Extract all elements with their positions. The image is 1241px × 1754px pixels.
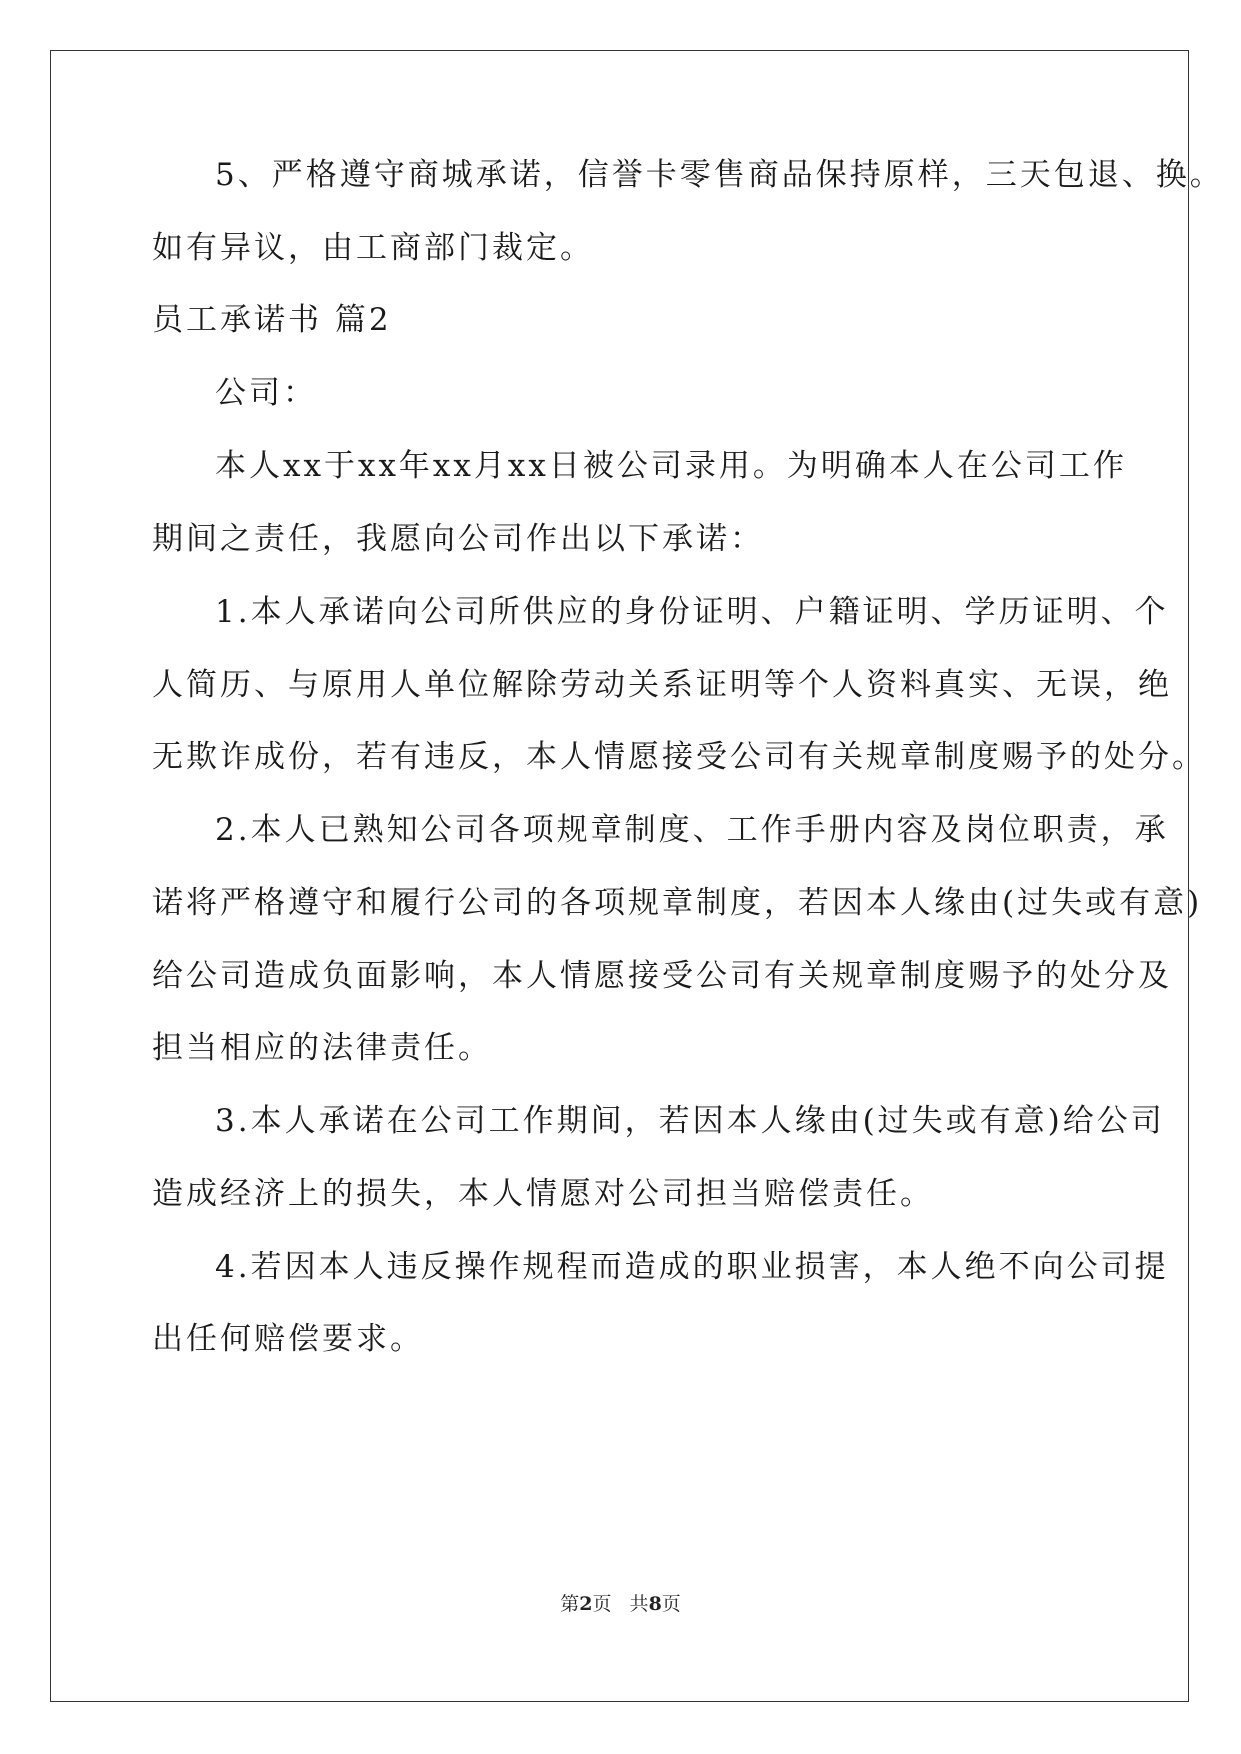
paragraph-line: 1.本人承诺向公司所供应的身份证明、户籍证明、学历证明、个 — [215, 594, 1169, 630]
page-footer — [0, 1592, 1241, 1616]
paragraph-line: 5、严格遵守商城承诺，信誉卡零售商品保持原样，三天包退、换。 — [215, 157, 1224, 193]
footer-prefix: 第 — [560, 1593, 580, 1615]
paragraph-line: 给公司造成负面影响，本人情愿接受公司有关规章制度赐予的处分及 — [152, 958, 1172, 994]
paragraph-line: 本人xx于xx年xx月xx日被公司录用。为明确本人在公司工作 — [215, 448, 1127, 484]
paragraph-line: 担当相应的法律责任。 — [152, 1030, 492, 1066]
paragraph-line: 人简历、与原用人单位解除劳动关系证明等个人资料真实、无误，绝 — [152, 667, 1172, 703]
paragraph-line: 出任何赔偿要求。 — [152, 1321, 424, 1357]
footer-mid: 页 共 — [592, 1593, 649, 1615]
current-page-number: 2 — [579, 1593, 593, 1615]
paragraph-line: 诺将严格遵守和履行公司的各项规章制度，若因本人缘由(过失或有意) — [152, 885, 1203, 921]
paragraph-line: 期间之责任，我愿向公司作出以下承诺： — [152, 521, 764, 557]
paragraph-line: 4.若因本人违反操作规程而造成的职业损害，本人绝不向公司提 — [215, 1249, 1169, 1285]
paragraph-line: 无欺诈成份，若有违反，本人情愿接受公司有关规章制度赐予的处分。 — [152, 739, 1206, 775]
section-heading: 员工承诺书 篇2 — [152, 302, 392, 338]
total-pages-number: 8 — [648, 1593, 662, 1615]
paragraph-line: 2.本人已熟知公司各项规章制度、工作手册内容及岗位职责，承 — [215, 812, 1169, 848]
paragraph-line: 造成经济上的损失，本人情愿对公司担当赔偿责任。 — [152, 1176, 934, 1212]
footer-suffix: 页 — [661, 1593, 681, 1615]
page-border — [50, 50, 1189, 1702]
paragraph-line: 3.本人承诺在公司工作期间，若因本人缘由(过失或有意)给公司 — [215, 1103, 1165, 1139]
salutation: 公司： — [215, 375, 317, 411]
paragraph-line: 如有异议，由工商部门裁定。 — [152, 230, 594, 266]
